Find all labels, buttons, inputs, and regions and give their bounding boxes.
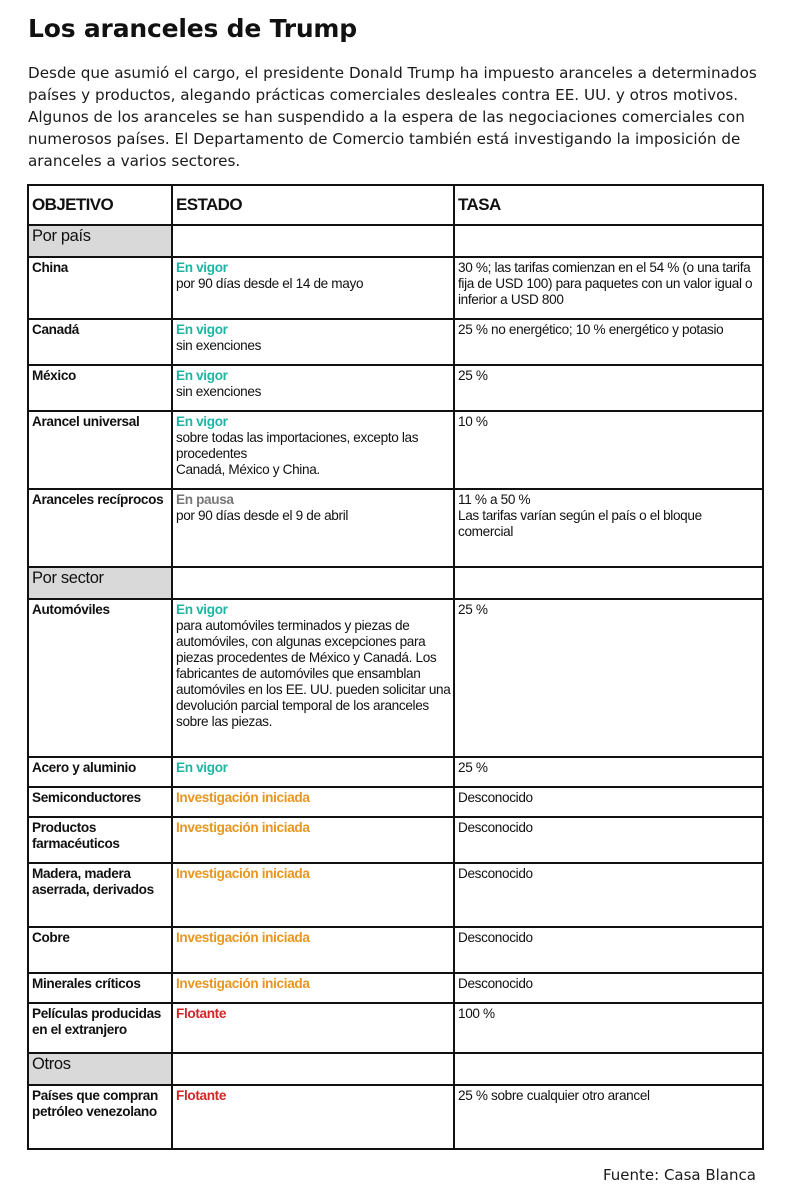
status-cell xyxy=(172,257,454,319)
rate-range: 11 % a 50 % xyxy=(458,492,531,507)
header-objetivo: OBJETIVO xyxy=(28,185,172,225)
empty-cell xyxy=(172,225,454,257)
header-tasa: TASA xyxy=(454,185,763,225)
rate-cell: 25 % no energético; 10 % energético y potasio xyxy=(454,319,763,365)
status-detail: sobre todas las importaciones, excepto las procedentes xyxy=(176,430,419,461)
status-badge: Investigación iniciada xyxy=(176,866,310,881)
table-row xyxy=(28,863,763,927)
target-cell: Minerales críticos xyxy=(28,973,172,1003)
status-cell xyxy=(172,411,454,489)
table-row xyxy=(28,757,763,787)
status-badge: En pausa xyxy=(176,492,234,507)
status-detail: para automóviles terminados y piezas de automóviles, con algunas excepciones para piezas procedentes de México y Canadá. Los fabricantes de automóviles que ensamblan automóviles en los EE. UU. pueden solicitar una devolución parcial temporal de los aranceles sobre las piezas. xyxy=(176,618,451,729)
table-row xyxy=(28,1085,763,1149)
target-cell: Automóviles xyxy=(28,599,172,757)
source-credit: Fuente: Casa Blanca xyxy=(602,1166,756,1184)
status-detail: sin exenciones xyxy=(176,384,262,399)
rate-note: Las tarifas varían según el país o el bloque comercial xyxy=(458,508,702,539)
target-cell: Países que compran petróleo venezolano xyxy=(28,1085,172,1149)
table-row xyxy=(28,599,763,757)
rate-cell: 25 % sobre cualquier otro arancel xyxy=(454,1085,763,1149)
target-cell: Semiconductores xyxy=(28,787,172,817)
status-cell xyxy=(172,365,454,411)
rate-cell: Desconocido xyxy=(454,973,763,1003)
rate-cell: 10 % xyxy=(454,411,763,489)
table-row xyxy=(28,257,763,319)
rate-cell: 25 % xyxy=(454,365,763,411)
empty-cell xyxy=(172,1053,454,1085)
status-cell xyxy=(172,787,454,817)
empty-cell xyxy=(454,567,763,599)
status-cell xyxy=(172,927,454,973)
target-cell: Acero y aluminio xyxy=(28,757,172,787)
table-row xyxy=(28,927,763,973)
target-cell: Arancel universal xyxy=(28,411,172,489)
table-row xyxy=(28,489,763,567)
rate-cell xyxy=(454,489,763,567)
status-detail: sin exenciones xyxy=(176,338,262,353)
intro-paragraph: Desde que asumió el cargo, el presidente Donald Trump ha impuesto aranceles a determinados países y productos, alegando prácticas comerciales desleales contra EE. UU. y otros motivos. Algunos de los aranceles se han suspendido a la espera de las negociaciones comerciales con numerosos países. El Departamento de Comercio también está investigando la imposición de aranceles a varios sectores. xyxy=(28,64,757,170)
rate-cell: Desconocido xyxy=(454,927,763,973)
status-badge: Investigación iniciada xyxy=(176,790,310,805)
status-badge: Investigación iniciada xyxy=(176,820,310,835)
section-label: Por país xyxy=(28,225,172,257)
status-badge: Investigación iniciada xyxy=(176,976,310,991)
target-cell: Películas producidas en el extranjero xyxy=(28,1003,172,1053)
page-title: Los aranceles de Trump xyxy=(28,14,357,43)
status-detail: por 90 días desde el 14 de mayo xyxy=(176,276,364,291)
status-badge: En vigor xyxy=(176,414,228,429)
rate-cell: 100 % xyxy=(454,1003,763,1053)
status-badge: Investigación iniciada xyxy=(176,930,310,945)
table-row xyxy=(28,973,763,1003)
section-label: Otros xyxy=(28,1053,172,1085)
table-row xyxy=(28,817,763,863)
table-row xyxy=(28,411,763,489)
status-badge: En vigor xyxy=(176,260,228,275)
target-cell: Madera, madera aserrada, derivados xyxy=(28,863,172,927)
status-detail-line-2: Canadá, México y China. xyxy=(176,462,320,477)
status-badge: En vigor xyxy=(176,602,228,617)
rate-cell: 25 % xyxy=(454,599,763,757)
status-detail: por 90 días desde el 9 de abril xyxy=(176,508,349,523)
status-cell xyxy=(172,489,454,567)
table-row xyxy=(28,787,763,817)
status-cell xyxy=(172,1003,454,1053)
status-badge: En vigor xyxy=(176,368,228,383)
status-badge: Flotante xyxy=(176,1006,227,1021)
status-badge: En vigor xyxy=(176,322,228,337)
status-cell xyxy=(172,817,454,863)
target-cell: Canadá xyxy=(28,319,172,365)
rate-cell: Desconocido xyxy=(454,817,763,863)
empty-cell xyxy=(454,225,763,257)
section-row xyxy=(28,1053,763,1085)
target-cell: Cobre xyxy=(28,927,172,973)
rate-cell: 25 % xyxy=(454,757,763,787)
status-cell xyxy=(172,973,454,1003)
target-cell: México xyxy=(28,365,172,411)
status-cell xyxy=(172,757,454,787)
section-label: Por sector xyxy=(28,567,172,599)
header-estado: ESTADO xyxy=(172,185,454,225)
tariff-table xyxy=(27,184,764,1150)
table-row xyxy=(28,365,763,411)
status-badge: Flotante xyxy=(176,1088,227,1103)
rate-cell: Desconocido xyxy=(454,787,763,817)
rate-cell: 30 %; las tarifas comienzan en el 54 % (o una tarifa fija de USD 100) para paquetes con un valor igual o inferior a USD 800 xyxy=(454,257,763,319)
empty-cell xyxy=(454,1053,763,1085)
empty-cell xyxy=(172,567,454,599)
section-row xyxy=(28,567,763,599)
table-row xyxy=(28,319,763,365)
table-row xyxy=(28,1003,763,1053)
rate-cell: Desconocido xyxy=(454,863,763,927)
target-cell: Aranceles recíprocos xyxy=(28,489,172,567)
section-row xyxy=(28,225,763,257)
status-cell xyxy=(172,319,454,365)
table-header-row xyxy=(28,185,763,225)
status-badge: En vigor xyxy=(176,760,228,775)
status-cell xyxy=(172,863,454,927)
status-cell xyxy=(172,599,454,757)
target-cell: Productos farmacéuticos xyxy=(28,817,172,863)
target-cell: China xyxy=(28,257,172,319)
status-cell xyxy=(172,1085,454,1149)
